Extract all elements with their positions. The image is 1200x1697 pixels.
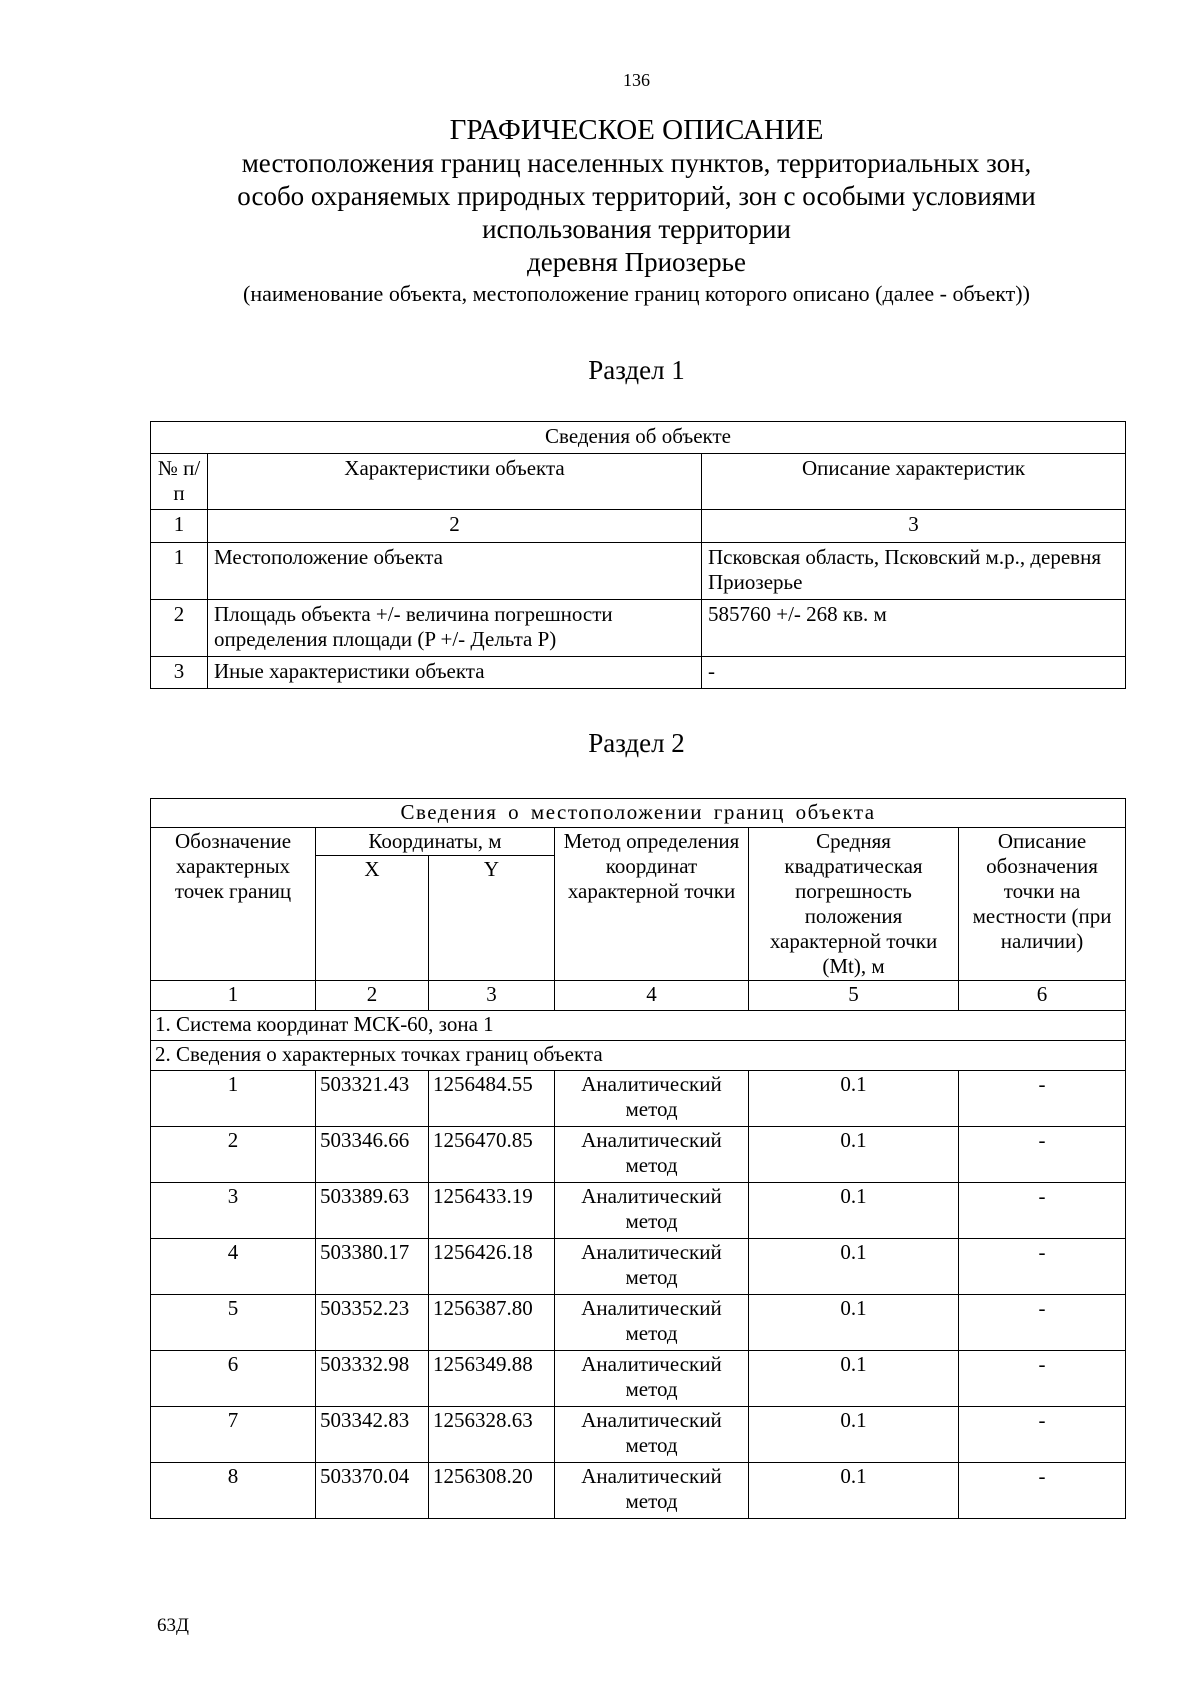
title-block (150, 113, 1123, 309)
method-cell: Аналитический метод (555, 1407, 749, 1463)
error-cell: 0.1 (749, 1239, 959, 1295)
point-description: - (959, 1127, 1126, 1183)
method-cell: Аналитический метод (555, 1183, 749, 1239)
header-x: X (316, 856, 429, 981)
coordinate-y: 1256470.85 (429, 1127, 555, 1183)
points-body (151, 1071, 1126, 1519)
point-description: - (959, 1463, 1126, 1519)
characteristic-cell: Площадь объекта +/- величина погрешности определения площади (P +/- Дельта P) (208, 600, 702, 657)
column-number: 1 (151, 510, 208, 543)
point-number: 4 (151, 1239, 316, 1295)
method-cell: Аналитический метод (555, 1127, 749, 1183)
column-number: 2 (208, 510, 702, 543)
header-characteristic: Характеристики объекта (208, 454, 702, 510)
error-cell: 0.1 (749, 1463, 959, 1519)
points-section-title: 2. Сведения о характерных точках границ объекта (151, 1041, 1126, 1071)
description-cell: 585760 +/- 268 кв. м (702, 600, 1126, 657)
method-cell: Аналитический метод (555, 1239, 749, 1295)
coordinate-y: 1256484.55 (429, 1071, 555, 1127)
object-name-note: (наименование объекта, местоположение границ которого описано (далее - объект)) (243, 281, 1030, 306)
description-cell: - (702, 657, 1126, 689)
boundary-table-title: Сведения о местоположении границ объекта (151, 799, 1126, 828)
characteristic-cell: Местоположение объекта (208, 543, 702, 600)
object-info-table-title: Сведения об объекте (151, 422, 1126, 454)
object-name: деревня Приозерье (527, 247, 746, 277)
coordinate-y: 1256387.80 (429, 1295, 555, 1351)
coordinate-x: 503370.04 (316, 1463, 429, 1519)
point-number: 3 (151, 1183, 316, 1239)
column-number: 6 (959, 981, 1126, 1011)
error-cell: 0.1 (749, 1351, 959, 1407)
point-description: - (959, 1239, 1126, 1295)
table-row (151, 657, 1126, 689)
column-number: 4 (555, 981, 749, 1011)
error-cell: 0.1 (749, 1407, 959, 1463)
column-number: 3 (429, 981, 555, 1011)
table-row (151, 1239, 1126, 1295)
table-row (151, 1351, 1126, 1407)
point-number: 6 (151, 1351, 316, 1407)
table-row (151, 1463, 1126, 1519)
row-number: 2 (151, 600, 208, 657)
header-point-description: Описание обозначения точки на местности (при наличии) (959, 828, 1126, 981)
header-y: Y (429, 856, 555, 981)
section-2-heading: Раздел 2 (588, 728, 685, 758)
coordinate-x: 503346.66 (316, 1127, 429, 1183)
coordinate-y: 1256349.88 (429, 1351, 555, 1407)
header-point: Обозначение характерных точек границ (151, 828, 316, 981)
coordinate-y: 1256328.63 (429, 1407, 555, 1463)
title-line-1: местоположения границ населенных пунктов, территориальных зон, (241, 148, 1032, 178)
point-number: 8 (151, 1463, 316, 1519)
method-cell: Аналитический метод (555, 1295, 749, 1351)
error-cell: 0.1 (749, 1127, 959, 1183)
page-number: 136 (623, 70, 650, 90)
table-row (151, 1295, 1126, 1351)
coordinate-x: 503389.63 (316, 1183, 429, 1239)
header-description: Описание характеристик (702, 454, 1126, 510)
error-cell: 0.1 (749, 1071, 959, 1127)
column-number: 1 (151, 981, 316, 1011)
coordinate-x: 503380.17 (316, 1239, 429, 1295)
description-cell: Псковская область, Псковский м.р., деревня Приозерье (702, 543, 1126, 600)
point-number: 1 (151, 1071, 316, 1127)
coordinate-y: 1256433.19 (429, 1183, 555, 1239)
title-line-2: особо охраняемых природных территорий, зон с особыми условиями (237, 181, 1036, 211)
title-line-3: использования территории (482, 214, 791, 244)
coordinate-x: 503352.23 (316, 1295, 429, 1351)
table-row (151, 543, 1126, 600)
error-cell: 0.1 (749, 1295, 959, 1351)
coordinate-x: 503332.98 (316, 1351, 429, 1407)
point-description: - (959, 1183, 1126, 1239)
row-number: 1 (151, 543, 208, 600)
header-coordinates: Координаты, м (316, 828, 555, 856)
point-number: 7 (151, 1407, 316, 1463)
point-description: - (959, 1071, 1126, 1127)
method-cell: Аналитический метод (555, 1351, 749, 1407)
column-number: 5 (749, 981, 959, 1011)
coordinate-system: 1. Система координат МСК-60, зона 1 (151, 1011, 1126, 1041)
table-row (151, 1407, 1126, 1463)
column-number: 2 (316, 981, 429, 1011)
document-title: ГРАФИЧЕСКОЕ ОПИСАНИЕ (449, 114, 824, 146)
table-row (151, 1127, 1126, 1183)
header-error: Средняя квадратическая погрешность положения характерной точки (Mt), м (749, 828, 959, 981)
coordinate-x: 503321.43 (316, 1071, 429, 1127)
point-description: - (959, 1295, 1126, 1351)
table-row (151, 600, 1126, 657)
row-number: 3 (151, 657, 208, 689)
header-number: № п/п (151, 454, 208, 510)
method-cell: Аналитический метод (555, 1463, 749, 1519)
coordinate-y: 1256308.20 (429, 1463, 555, 1519)
point-description: - (959, 1407, 1126, 1463)
table-row (151, 1183, 1126, 1239)
point-description: - (959, 1351, 1126, 1407)
coordinate-x: 503342.83 (316, 1407, 429, 1463)
section-1-heading: Раздел 1 (588, 355, 685, 385)
method-cell: Аналитический метод (555, 1071, 749, 1127)
error-cell: 0.1 (749, 1183, 959, 1239)
header-method: Метод определения координат характерной точки (555, 828, 749, 981)
point-number: 5 (151, 1295, 316, 1351)
object-info-table (150, 421, 1126, 689)
table-row (151, 1071, 1126, 1127)
footer-code: 63Д (157, 1615, 189, 1636)
characteristic-cell: Иные характеристики объекта (208, 657, 702, 689)
column-number: 3 (702, 510, 1126, 543)
coordinate-y: 1256426.18 (429, 1239, 555, 1295)
boundary-points-table (150, 798, 1126, 1519)
point-number: 2 (151, 1127, 316, 1183)
